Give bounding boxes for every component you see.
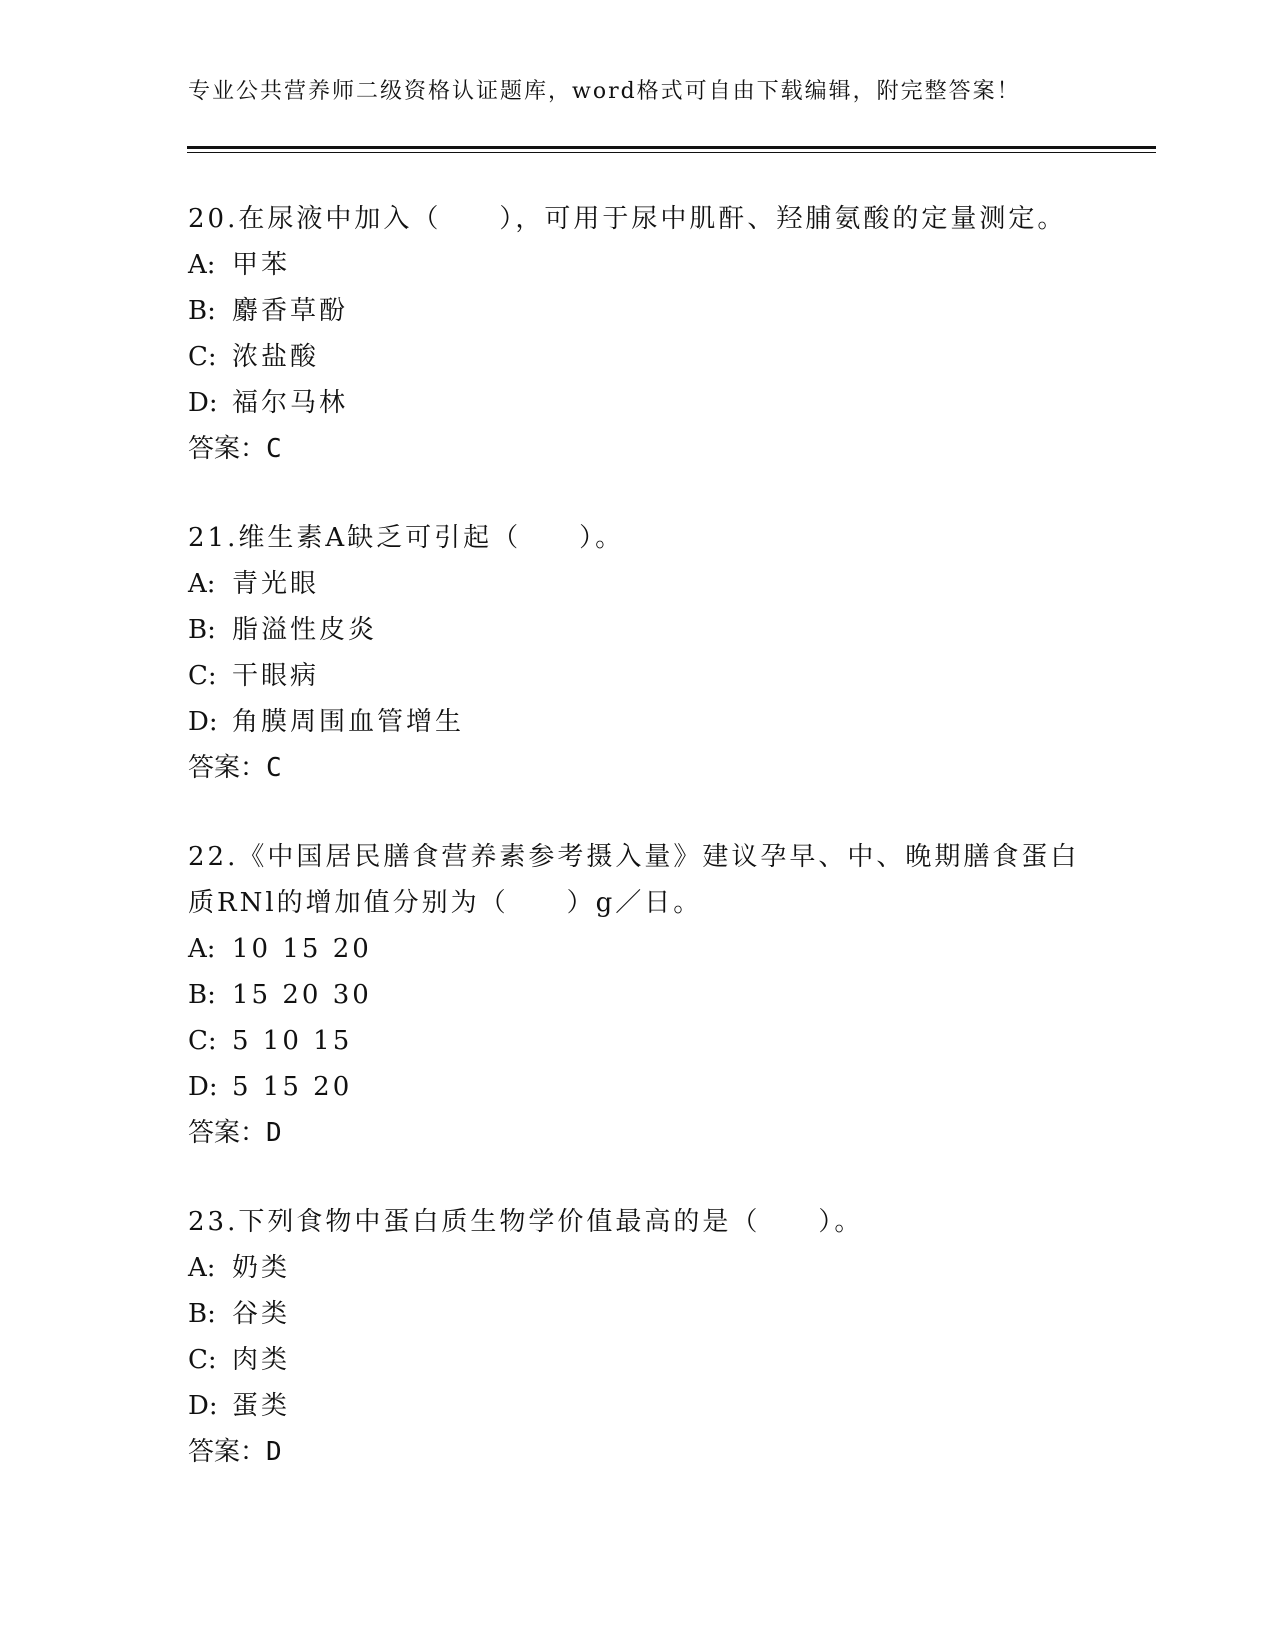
answer-value: C	[266, 753, 282, 783]
option-c	[188, 1337, 1088, 1383]
option-d	[188, 699, 1088, 745]
option-letter: D:	[188, 1391, 218, 1421]
answer-label: 答案：	[188, 434, 267, 464]
option-text: 肉类	[232, 1345, 291, 1375]
option-letter: D:	[188, 1072, 218, 1102]
option-text: 青光眼	[232, 569, 320, 599]
option-b	[188, 972, 1088, 1018]
option-b	[188, 607, 1088, 653]
option-text: 干眼病	[232, 661, 320, 691]
answer-value: C	[266, 434, 282, 464]
option-b	[188, 1291, 1088, 1337]
option-a	[188, 242, 1088, 288]
option-c	[188, 334, 1088, 380]
answer-value: D	[266, 1118, 282, 1148]
option-d	[188, 1383, 1088, 1429]
option-text: 5 10 15	[232, 1026, 353, 1056]
option-c	[188, 653, 1088, 699]
option-letter: B:	[188, 615, 216, 645]
option-a	[188, 1245, 1088, 1291]
option-letter: B:	[188, 1299, 216, 1329]
option-d	[188, 380, 1088, 426]
answer-label: 答案：	[188, 1118, 267, 1148]
option-b	[188, 288, 1088, 334]
question-stem-continued: 质RNl的增加值分别为（ ）g／日。	[188, 888, 703, 918]
answer-label: 答案：	[188, 753, 267, 783]
option-text: 10 15 20	[232, 934, 372, 964]
question-stem: 21.维生素A缺乏可引起（ ）。	[188, 523, 625, 553]
option-letter: A:	[188, 1253, 216, 1283]
option-text: 15 20 30	[232, 980, 372, 1010]
question-stem: 22.《中国居民膳食营养素参考摄入量》建议孕早、中、晚期膳食蛋白	[188, 842, 1080, 872]
answer-value: D	[266, 1437, 282, 1467]
header-rule-thick	[187, 146, 1156, 149]
question-20	[188, 196, 1088, 472]
answer-line	[188, 426, 1088, 472]
option-letter: C:	[188, 661, 217, 691]
option-letter: A:	[188, 934, 216, 964]
option-a	[188, 926, 1088, 972]
option-letter: B:	[188, 296, 216, 326]
question-stem: 20.在尿液中加入（ ），可用于尿中肌酐、羟脯氨酸的定量测定。	[188, 204, 1067, 234]
answer-line	[188, 745, 1088, 791]
option-letter: A:	[188, 569, 216, 599]
option-text: 甲苯	[232, 250, 291, 280]
option-c	[188, 1018, 1088, 1064]
option-text: 福尔马林	[232, 388, 349, 418]
answer-line	[188, 1429, 1088, 1475]
option-letter: B:	[188, 980, 216, 1010]
option-letter: C:	[188, 1345, 217, 1375]
page-header: 专业公共营养师二级资格认证题库，word格式可自由下载编辑，附完整答案！	[188, 79, 1021, 104]
option-text: 角膜周围血管增生	[232, 707, 465, 737]
option-letter: D:	[188, 707, 218, 737]
option-letter: C:	[188, 342, 217, 372]
answer-line	[188, 1110, 1088, 1156]
header-rule-thin	[187, 152, 1156, 153]
option-letter: A:	[188, 250, 216, 280]
option-text: 浓盐酸	[232, 342, 320, 372]
question-23	[188, 1199, 1088, 1475]
option-text: 奶类	[232, 1253, 291, 1283]
question-21	[188, 515, 1088, 791]
option-text: 谷类	[232, 1299, 291, 1329]
option-d	[188, 1064, 1088, 1110]
question-22	[188, 834, 1088, 1156]
option-letter: D:	[188, 388, 218, 418]
option-a	[188, 561, 1088, 607]
question-stem: 23.下列食物中蛋白质生物学价值最高的是（ ）。	[188, 1207, 864, 1237]
option-text: 5 15 20	[232, 1072, 353, 1102]
option-letter: C:	[188, 1026, 217, 1056]
option-text: 脂溢性皮炎	[232, 615, 378, 645]
answer-label: 答案：	[188, 1437, 267, 1467]
option-text: 蛋类	[232, 1391, 291, 1421]
option-text: 麝香草酚	[232, 296, 349, 326]
